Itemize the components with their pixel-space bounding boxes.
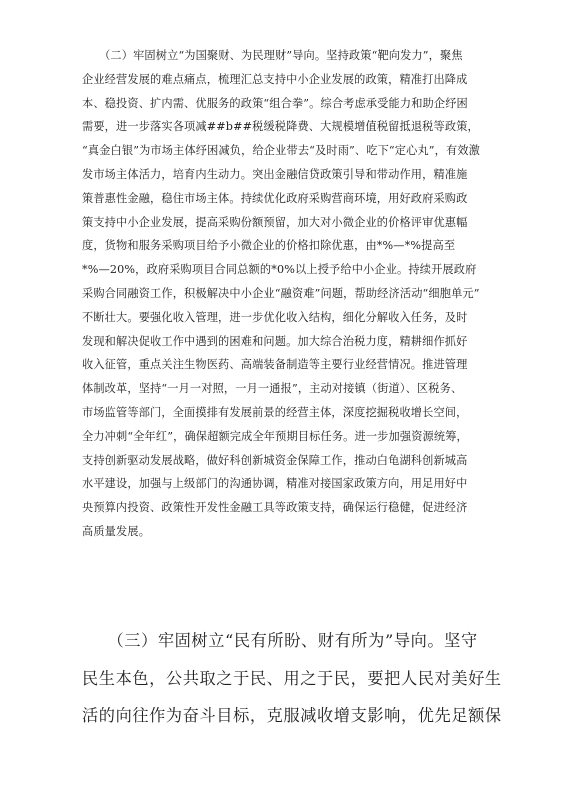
paragraph-line: 本、稳投资、扩内需、优服务的政策“组合拳”。综合考虑承受能力和助企纾困: [82, 96, 468, 110]
paragraph-line: 发现和解决促收工作中遇到的困难和问题。加大综合治税力度，精耕细作抓好: [82, 334, 468, 348]
paragraph-line: 央预算内投资、政策性开发性金融工具等政策支持，确保运行稳健，促进经济: [82, 501, 468, 515]
paragraph-line: 全力冲刺“全年红”，确保超额完成全年预期目标任务。进一步加强资源统筹，: [82, 429, 468, 443]
paragraph-line: 不断壮大。要强化收入管理，进一步优化收入结构，细化分解收入任务，及时: [82, 310, 468, 324]
paragraph-line: 企业经营发展的难点痛点，梳理汇总支持中小企业发展的政策，精准打出降成: [82, 72, 468, 86]
paragraph-line: （三）牢固树立“民有所盼、财有所为”导向。坚守: [82, 631, 478, 650]
paragraph-line: 体制改革，坚持“一月一对照，一月一通报”，主动对接镇（街道）、区税务、: [82, 382, 463, 396]
paragraph-line: 策支持中小企业发展，提高采购份额预留，加大对小微企业的价格评审优惠幅: [82, 215, 468, 229]
section-two-paragraph: [82, 44, 502, 544]
paragraph-line: *%—20%，政府采购项目合同总额的*0%以上授予给中小企业。持续开展政府: [82, 263, 477, 277]
paragraph-line: 采购合同融资工作，积极解决中小企业“融资难”问题，帮助经济活动“细胞单元”: [82, 286, 480, 300]
paragraph-line: 发市场主体活力，培育内生动力。突出金融信贷政策引导和带动作用，精准施: [82, 167, 468, 181]
paragraph-line: 高质量发展。: [82, 524, 151, 538]
paragraph-line: 支持创新驱动发展战略，做好科创新城资金保障工作，推动白龟湖科创新城高: [82, 453, 468, 467]
section-three-paragraph: [82, 622, 502, 735]
paragraph-line: 收入征管，重点关注生物医药、高端装备制造等主要行业经营情况。推进管理: [82, 358, 468, 372]
paragraph-line: 策普惠性金融，稳住市场主体。持续优化政府采购营商环境，用好政府采购政: [82, 191, 468, 205]
paragraph-line: 民生本色，公共取之于民、用之于民，要把人民对美好生: [82, 668, 502, 688]
paragraph-line: 需要，进一步落实各项减##b##税缓税降费、大规模增值税留抵退税等政策，: [82, 120, 479, 134]
paragraph-line: 度，货物和服务采购项目给予小微企业的价格扣除优惠，由*%—*%提高至: [82, 239, 456, 253]
paragraph-line: （二）牢固树立“为国聚财、为民理财”导向。坚持政策“靶向发力”，聚焦: [82, 49, 463, 62]
paragraph-line: 活的向往作为奋斗目标，克服减收增支影响，优先足额保: [82, 706, 502, 726]
paragraph-line: “真金白银”为市场主体纾困减负，给企业带去“及时雨”、吃下“定心丸”，有效激: [82, 144, 481, 158]
paragraph-line: 水平建设，加强与上级部门的沟通协调，精准对接国家政策方向，用足用好中: [82, 477, 468, 491]
paragraph-line: 市场监管等部门，全面摸排有发展前景的经营主体，深度挖掘税收增长空间，: [82, 405, 468, 419]
